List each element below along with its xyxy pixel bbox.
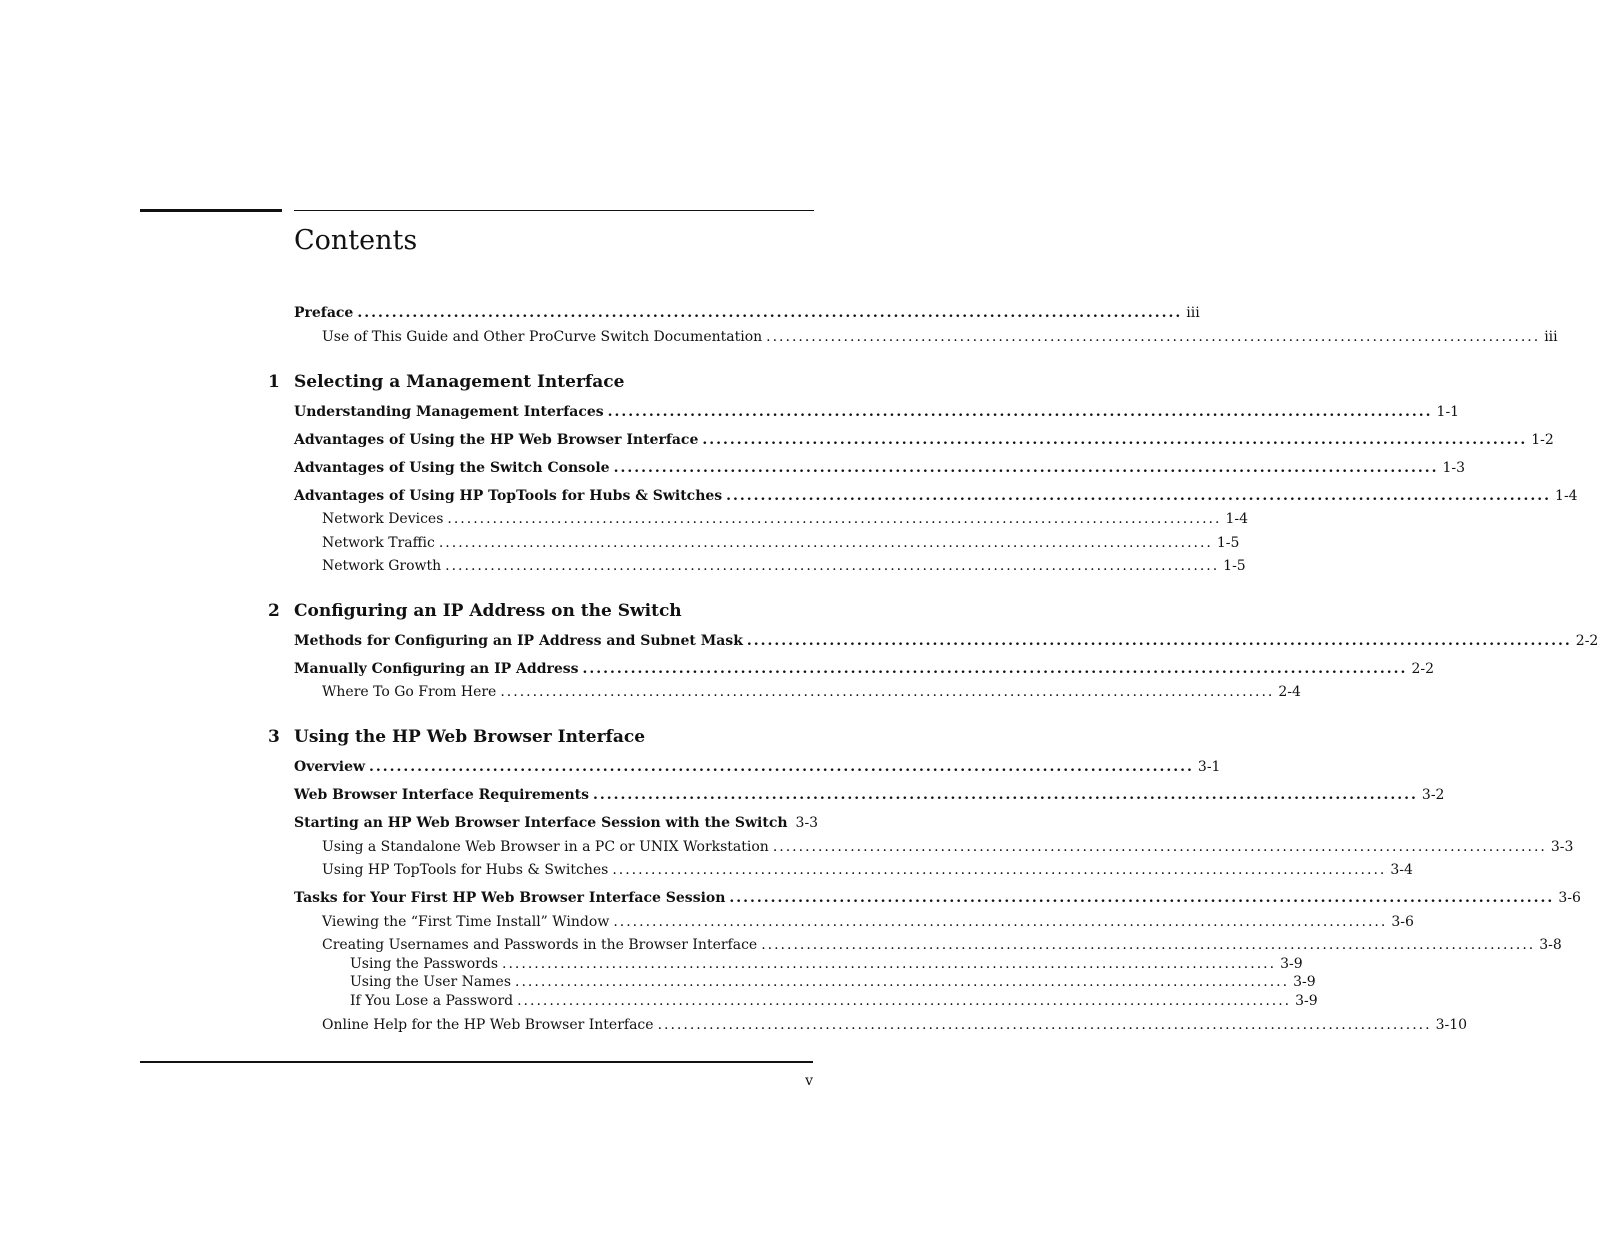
chapter-title: Selecting a Management Interface: [294, 372, 625, 392]
toc-entry-label: Tasks for Your First HP Web Browser Interface Session: [294, 890, 726, 906]
toc-entry-page: iii: [1186, 305, 1200, 321]
toc-entry-label: If You Lose a Password: [350, 993, 514, 1009]
toc-entry[interactable]: [294, 431, 1554, 449]
toc-entry[interactable]: [294, 814, 819, 832]
dot-leader: ........................................................................................................................: [613, 460, 1439, 476]
toc-entry-page: 3-9: [1280, 956, 1303, 972]
toc-entry[interactable]: [294, 786, 1445, 804]
toc-entry-page: 2-2: [1575, 633, 1598, 649]
toc-entry[interactable]: [294, 632, 1598, 650]
toc-entry-page: 3-10: [1435, 1017, 1468, 1033]
footer-rule: [140, 1061, 813, 1063]
dot-leader: ........................................................................................................................: [593, 787, 1418, 803]
dot-leader: ........................................................................................................................: [657, 1017, 1432, 1033]
chapter-title: Using the HP Web Browser Interface: [294, 727, 646, 747]
toc-entry-label: Advantages of Using the HP Web Browser Interface: [294, 432, 699, 448]
toc-entry[interactable]: [350, 992, 1318, 1010]
toc-entry-label: Viewing the “First Time Install” Window: [322, 914, 610, 930]
toc-entry-page: 1-4: [1225, 511, 1248, 527]
chapter-heading-3[interactable]: [268, 726, 646, 748]
page-title: Contents: [294, 225, 418, 256]
toc-entry-page: 1-4: [1555, 488, 1578, 504]
toc-entry-label: Manually Configuring an IP Address: [294, 661, 579, 677]
toc-entry[interactable]: [322, 838, 1574, 856]
dot-leader: ........................................................................................................................: [702, 432, 1528, 448]
toc-entry[interactable]: [350, 955, 1303, 973]
toc-entry[interactable]: [322, 510, 1248, 528]
dot-leader: ........................................................................................................................: [746, 633, 1572, 649]
toc-entry-page: 3-8: [1539, 937, 1562, 953]
toc-entry-page: 3-1: [1197, 759, 1221, 775]
toc-entry-label: Using the User Names: [350, 974, 512, 990]
toc-entry-page: 3-6: [1558, 890, 1581, 906]
toc-entry-page: 3-4: [1390, 862, 1413, 878]
toc-entry-label: Network Growth: [322, 558, 442, 574]
dot-leader: ........................................................................................................................: [438, 535, 1213, 551]
dot-leader: ........................................................................................................................: [582, 661, 1408, 677]
toc-entry-label: Methods for Configuring an IP Address and Subnet Mask: [294, 633, 743, 649]
dot-leader: ........................................................................................................................: [761, 937, 1536, 953]
toc-entry-label: Web Browser Interface Requirements: [294, 787, 590, 803]
toc-entry[interactable]: [294, 758, 1221, 776]
toc-entry[interactable]: [322, 936, 1562, 954]
page-number: v: [805, 1073, 813, 1089]
toc-entry[interactable]: [322, 534, 1240, 552]
toc-entry-page: 3-9: [1295, 993, 1318, 1009]
toc-entry-preface[interactable]: [294, 304, 1200, 322]
dot-leader: ........................................................................................................................: [517, 993, 1292, 1009]
toc-entry-page: 3-3: [1550, 839, 1574, 855]
chapter-heading-2[interactable]: [268, 600, 682, 622]
toc-entry-page: 1-5: [1223, 558, 1246, 574]
chapter-number: 3: [268, 727, 280, 747]
toc-entry-label: Network Devices: [322, 511, 444, 527]
dot-leader: ........................................................................................................................: [607, 404, 1433, 420]
toc-entry[interactable]: [322, 328, 1558, 346]
toc-entry-label: Overview: [294, 759, 366, 775]
toc-entry-label: Starting an HP Web Browser Interface Session with the Switch: [294, 815, 788, 831]
dot-leader: ........................................................................................................................: [612, 862, 1387, 878]
toc-entry-page: 1-5: [1216, 535, 1240, 551]
dot-leader: ........................................................................................................................: [772, 839, 1547, 855]
toc-entry[interactable]: [322, 683, 1301, 701]
toc-entry-label: Creating Usernames and Passwords in the Browser Interface: [322, 937, 758, 953]
toc-entry-page: iii: [1544, 329, 1558, 345]
toc-entry-page: 3-6: [1391, 914, 1414, 930]
toc-entry-label: Using HP TopTools for Hubs & Switches: [322, 862, 609, 878]
dot-leader: ........................................................................................................................: [500, 684, 1275, 700]
dot-leader: ........................................................................................................................: [613, 914, 1388, 930]
dot-leader: ........................................................................................................................: [445, 558, 1220, 574]
toc-entry-label: Online Help for the HP Web Browser Interface: [322, 1017, 654, 1033]
chapter-heading-1[interactable]: [268, 371, 625, 393]
chapter-number: 1: [268, 372, 280, 392]
toc-entry-page: 3-2: [1421, 787, 1445, 803]
toc-entry-label: Use of This Guide and Other ProCurve Switch Documentation: [322, 329, 763, 345]
toc-entry-page: 1-3: [1442, 460, 1466, 476]
toc-entry-label: Understanding Management Interfaces: [294, 404, 604, 420]
toc-entry-label: Using a Standalone Web Browser in a PC or UNIX Workstation: [322, 839, 769, 855]
toc-entry-label: Advantages of Using the Switch Console: [294, 460, 610, 476]
toc-entry-label: Using the Passwords: [350, 956, 499, 972]
toc-entry-label: Preface: [294, 305, 354, 321]
dot-leader: ........................................................................................................................: [515, 974, 1290, 990]
chapter-number: 2: [268, 601, 280, 621]
toc-entry-page: 2-2: [1411, 661, 1434, 677]
toc-entry-label: Advantages of Using HP TopTools for Hubs & Switches: [294, 488, 723, 504]
toc-entry[interactable]: [294, 487, 1578, 505]
dot-leader: ........................................................................................................................: [369, 759, 1194, 775]
toc-entry[interactable]: [322, 913, 1414, 931]
toc-entry-page: 2-4: [1278, 684, 1301, 700]
toc-entry[interactable]: [322, 861, 1413, 879]
dot-leader: ........................................................................................................................: [447, 511, 1222, 527]
toc-entry[interactable]: [294, 403, 1460, 421]
toc-entry-page: 3-9: [1293, 974, 1316, 990]
toc-entry[interactable]: [322, 557, 1246, 575]
toc-entry[interactable]: [294, 459, 1466, 477]
chapter-title: Configuring an IP Address on the Switch: [294, 601, 682, 621]
toc-entry[interactable]: [294, 889, 1581, 907]
toc-entry[interactable]: [350, 973, 1316, 991]
toc-entry[interactable]: [322, 1016, 1468, 1034]
dot-leader: ........................................................................................................................: [729, 890, 1555, 906]
toc-entry-page: 1-2: [1531, 432, 1554, 448]
toc-entry-page: 1-1: [1436, 404, 1460, 420]
dot-leader: ........................................................................................................................: [766, 329, 1541, 345]
toc-entry-label: Network Traffic: [322, 535, 435, 551]
dot-leader: ........................................................................................................................: [502, 956, 1277, 972]
toc-entry[interactable]: [294, 660, 1434, 678]
toc-entry-page: 3-3: [795, 815, 819, 831]
dot-leader: ........................................................................................................................: [726, 488, 1552, 504]
toc-entry-label: Where To Go From Here: [322, 684, 497, 700]
dot-leader: ........................................................................................................................: [357, 305, 1183, 321]
